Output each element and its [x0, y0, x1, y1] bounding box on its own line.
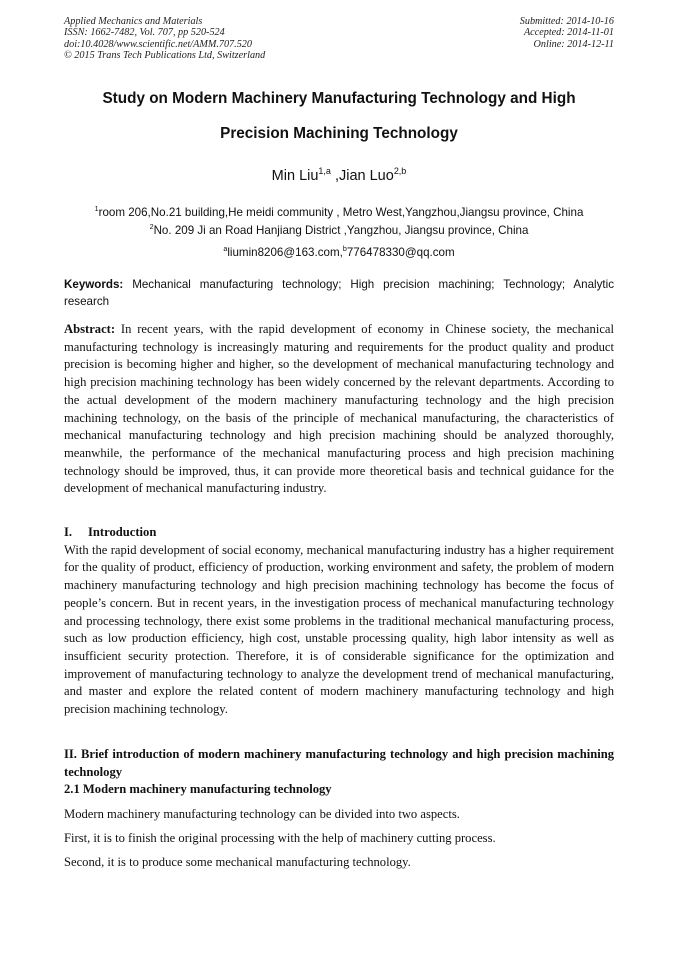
- affiliation-2: [0, 224, 678, 237]
- issn-line: ISSN: 1662-7482, Vol. 707, pp 520-524: [64, 27, 225, 39]
- introduction-number: I.: [64, 525, 73, 539]
- affiliation-1-superscript: 1: [94, 204, 99, 214]
- email-line: [0, 246, 678, 259]
- author-1: Min Liu: [271, 168, 319, 184]
- abstract-label: Abstract:: [64, 322, 116, 336]
- introduction-heading: [64, 524, 614, 542]
- section-2-1-paragraph-1: Modern machinery manufacturing technology can be divided into two aspects.: [64, 807, 460, 821]
- submitted-date: Submitted: 2014-10-16: [519, 16, 614, 27]
- journal-name: Applied Mechanics and Materials: [64, 16, 203, 27]
- header-left: [64, 16, 265, 62]
- email-a[interactable]: liumin8206@163.com,: [227, 246, 343, 259]
- affiliation-1: [0, 206, 678, 219]
- introduction-section: [64, 524, 614, 719]
- introduction-title: Introduction: [88, 525, 157, 539]
- email-b-superscript: b: [342, 244, 347, 254]
- doi-line[interactable]: doi:10.4028/www.scientific.net/AMM.707.520: [64, 38, 252, 50]
- email-a-superscript: a: [223, 244, 228, 254]
- accepted-date: Accepted: 2014-11-01: [523, 27, 614, 39]
- email-b[interactable]: 776478330@qq.com: [346, 246, 455, 259]
- section-2-1-heading: 2.1 Modern machinery manufacturing technology: [64, 782, 332, 796]
- section-2-heading: II. Brief introduction of modern machinery manufacturing technology and high precision machining technology: [64, 747, 614, 779]
- affiliation-2-superscript: 2: [149, 222, 154, 232]
- online-date: Online: 2014-12-11: [533, 38, 614, 50]
- keywords-text: Mechanical manufacturing technology; High precision machining; Technology; Analytic research: [64, 278, 614, 308]
- author-2-superscript: 2,b: [393, 166, 407, 177]
- author-list: [0, 168, 678, 184]
- keywords-label: Keywords:: [64, 278, 124, 291]
- paper-title-line-1: Study on Modern Machinery Manufacturing Technology and High: [102, 90, 576, 107]
- author-1-superscript: 1,a: [318, 166, 331, 177]
- introduction-text: With the rapid development of social economy, mechanical manufacturing industry has a higher requirement for the quality of product, efficiency of production, working environment and safety, the problem of modern machinery manufacturing technology and high precision machining technology has become the focus of people’s concern. But in recent years, in the investigation process of mechanical manufacturing technology and processing technology, there exist some problems in the traditional mechanical manufacturing process, such as low production efficiency, high cost, unstable processing quality, high labor intensity as well as insufficient security protection. Therefore, it is of considerable significance for the optimization and improvement of manufacturing technology to analyze the development trend of mechanical manufacturing, and master and explore the related content of modern machinery manufacturing technology and high precision machining technology.: [64, 542, 614, 717]
- abstract-paragraph: [64, 321, 614, 498]
- affiliation-2-text: No. 209 Ji an Road Hanjiang District ,Yangzhou, Jiangsu province, China: [153, 224, 529, 237]
- section-2-1-paragraph-3: Second, it is to produce some mechanical manufacturing technology.: [64, 855, 411, 869]
- header-right: [520, 16, 614, 50]
- copyright-line: © 2015 Trans Tech Publications Ltd, Switzerland: [64, 50, 266, 62]
- section-2-1-paragraph-2: First, it is to finish the original processing with the help of machinery cutting process.: [64, 831, 496, 845]
- keywords-paragraph: [64, 277, 614, 310]
- abstract-text: In recent years, with the rapid development of economy in Chinese society, the mechanical manufacturing technology is increasingly maturing and requirements for the product quality and product precision is becoming higher and higher, so the development of mechanical manufacturing technology and high precision machining technology has been widely concerned by the relevant departments. According to the actual development of the modern machinery manufacturing technology and the high precision machining technology, on the basis of the principle of mechanical manufacturing, the characteristics of mechanical manufacturing technology and high precision machining should be analyzed thoroughly, meanwhile, the performance of the mechanical manufacturing process and high precision machining technology should be improved, thus, it can provide more theoretical basis and technical guidance for the development of mechanical manufacturing industry.: [64, 322, 614, 496]
- paper-title-line-2: Precision Machining Technology: [220, 125, 458, 142]
- affiliation-1-text: room 206,No.21 building,He meidi community , Metro West,Yangzhou,Jiangsu province, China: [98, 206, 584, 219]
- author-2: ,Jian Luo: [330, 168, 394, 184]
